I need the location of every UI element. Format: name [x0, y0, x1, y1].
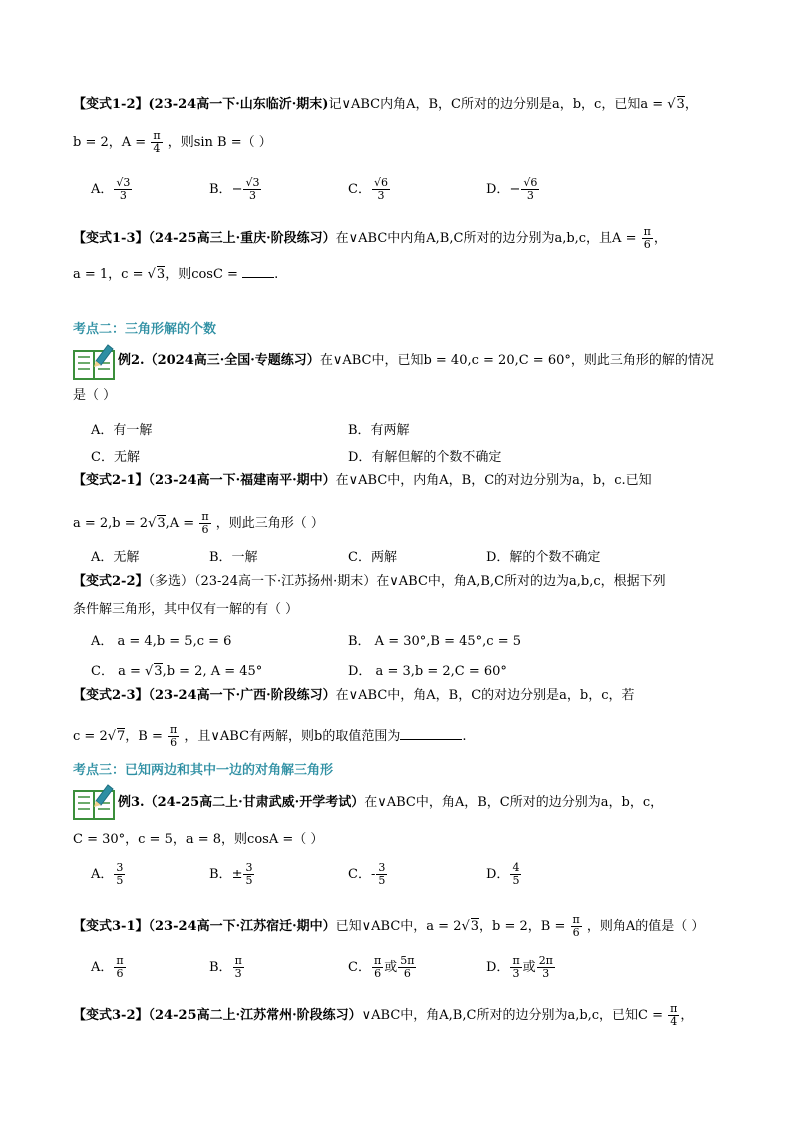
opt-or: 或: [522, 960, 536, 975]
v21-line2: a = 2,b = 2√3,A = $\frac{\pi}{6}$ ，则此三角形（ ）: [73, 510, 324, 536]
opt-label: D．: [486, 960, 510, 975]
opt-den: 3: [234, 967, 242, 980]
opt-den: 3: [512, 967, 520, 980]
v31-opt-d[interactable]: [486, 955, 556, 980]
ex3-text1: 在∨ABC中，角A，B，C所对的边分别为a，b，c，: [364, 795, 664, 810]
ex3-source: （24-25高二上·甘肃武威·开学考试）: [144, 795, 365, 810]
opt-num: √3: [245, 176, 260, 189]
v13-sqrt3: 3: [156, 267, 166, 282]
v23-tag: 【变式2-3】: [73, 688, 149, 703]
v32-angle-frac: [668, 1003, 679, 1028]
v13-source: （24-25高三上·重庆·阶段练习）: [148, 231, 336, 246]
v21-angle-frac: [199, 511, 210, 536]
v21-sqrt3: 3: [157, 516, 166, 531]
opt-label: A．: [91, 960, 114, 975]
v32-source: （24-25高二上·江苏常州·阶段练习）: [148, 1008, 362, 1023]
v31-text1: 已知∨ABC中，a = 2: [335, 919, 462, 934]
v12-tag: 【变式1-2】: [73, 97, 149, 112]
v22-optc-sqrt: 3: [154, 664, 163, 679]
v21-opt-d[interactable]: D．解的个数不确定: [486, 550, 601, 565]
opt-num: π: [116, 954, 124, 967]
v31-text3: ，则角A的值是（ ）: [586, 919, 705, 934]
v32-frac-num: π: [670, 1002, 678, 1015]
v21-text1: 在∨ABC中，内角A，B，C的对边分别为a，b，c.已知: [335, 473, 652, 488]
v21-line2b: ,A =: [165, 516, 195, 531]
book-pencil-icon: [72, 343, 116, 381]
ex2-prefix: 例2.: [118, 353, 145, 368]
v23-source: （23-24高一下·广西·阶段练习）: [148, 688, 336, 703]
opt-num: 5π: [400, 954, 415, 967]
v22-line1: [73, 574, 666, 590]
v21-opt-c[interactable]: C．两解: [348, 550, 397, 565]
opt-den: 5: [116, 874, 124, 887]
v23-line1: [73, 688, 635, 704]
v23-frac-den: 6: [170, 736, 178, 749]
ex2-line1: [118, 353, 714, 369]
v31-opt-b[interactable]: [209, 955, 245, 980]
v31-opt-c[interactable]: [348, 955, 417, 980]
v23-line2b: ，B =: [125, 729, 163, 744]
v23-line2: c = 2√7，B = $\frac{\pi}{6}$ ，且∨ABC有两解，则b的取值范围为 .: [73, 723, 467, 749]
opt-num: 3: [116, 861, 124, 874]
v31-angle-frac: [571, 914, 582, 939]
v21-frac-num: π: [201, 510, 209, 523]
opt-den: 6: [403, 967, 411, 980]
opt-label: D．: [486, 182, 510, 197]
v32-comma: ，: [680, 1008, 694, 1023]
v21-frac-den: 6: [201, 523, 209, 536]
v23-answer-blank[interactable]: [400, 727, 462, 740]
v13-angle-frac: [642, 226, 653, 251]
ex3-opt-c[interactable]: [348, 862, 388, 887]
v23-text1: 在∨ABC中，角A，B，C的对边分别是a，b，c，若: [335, 688, 635, 703]
v13-tag: 【变式1-3】: [73, 231, 149, 246]
section-heading-2: 考点二：三角形解的个数: [73, 322, 217, 337]
opt-den: 3: [119, 189, 127, 202]
v21-source: （23-24高一下·福建南平·期中）: [148, 473, 336, 488]
ex3-line1: [118, 795, 663, 811]
v31-sqrt3: 3: [470, 919, 480, 934]
opt-sign: -: [370, 867, 376, 882]
ex2-opt-d[interactable]: D．有解但解的个数不确定: [348, 450, 502, 465]
v22-source-multi: （多选）（23-24高一下·江苏扬州·期末）: [148, 574, 377, 589]
opt-num: 3: [378, 861, 386, 874]
v23-line2a: c = 2: [73, 729, 108, 744]
v23-sqrt7: 7: [117, 729, 126, 744]
ex3-opt-b[interactable]: [209, 862, 255, 887]
v12-sqrt3: 3: [676, 97, 685, 112]
ex3-opt-d[interactable]: [486, 862, 522, 887]
v12-frac-den: 4: [153, 142, 161, 155]
v12-source: (23-24高一下·山东临沂·期末): [148, 97, 329, 112]
v12-text1: 记∨ABC内角A，B，C所对的边分别是a，b，c，已知a =: [328, 97, 664, 112]
v21-opt-a[interactable]: A．无解: [91, 550, 140, 565]
v31-frac-num: π: [572, 913, 580, 926]
v23-angle-frac: [168, 724, 179, 749]
opt-num: π: [373, 954, 382, 967]
opt-num: π: [512, 954, 520, 967]
v21-line2c: ，则此三角形（ ）: [215, 516, 324, 531]
opt-num: √3: [116, 176, 131, 189]
opt-label: C．: [348, 960, 371, 975]
v22-tag: 【变式2-2】: [73, 574, 149, 589]
v21-line1: [73, 473, 652, 489]
v12-opt-b[interactable]: [209, 177, 262, 202]
v22-optc-b: ,b = 2, A = 45°: [162, 664, 263, 679]
v32-tag: 【变式3-2】: [73, 1008, 149, 1023]
v12-comma: ，: [684, 97, 698, 112]
opt-den: 5: [245, 874, 253, 887]
v13-frac-num: π: [643, 225, 651, 238]
v21-line2a: a = 2,b = 2: [73, 516, 149, 531]
ex2-opt-b[interactable]: B．有两解: [348, 423, 410, 438]
v13-line2a: a = 1，c =: [73, 267, 144, 282]
ex2-text1: 在∨ABC中，已知b = 40,c = 20,C = 60°，则此三角形的解的情况: [319, 353, 714, 368]
opt-den: 3: [526, 189, 534, 202]
opt-label: D．: [486, 867, 510, 882]
opt-sign: ±: [231, 867, 243, 882]
v32-line1: [73, 1003, 693, 1028]
v22-optc-a: C． a =: [91, 664, 141, 679]
opt-num: √6: [523, 176, 538, 189]
ex3-line2: C = 30°，c = 5，a = 8，则cosA =（ ）: [73, 832, 324, 847]
v22-opt-d[interactable]: D． a = 3,b = 2,C = 60°: [348, 664, 507, 679]
opt-label: B．: [209, 182, 232, 197]
ex2-source: （2024高三·全国·专题练习）: [144, 353, 320, 368]
v22-opt-b[interactable]: B． A = 30°,B = 45°,c = 5: [348, 634, 521, 649]
v31-frac-den: 6: [572, 926, 580, 939]
ex3-opt-a[interactable]: [91, 862, 126, 887]
v22-opt-a[interactable]: A． a = 4,b = 5,c = 6: [91, 634, 232, 649]
opt-sign: −: [231, 182, 243, 197]
v31-text2: ，b = 2，B =: [479, 919, 566, 934]
v12-opt-c[interactable]: [348, 177, 391, 202]
opt-den: 5: [378, 874, 386, 887]
v22-text1: 在∨ABC中，角A,B,C所对的边为a,b,c，根据下列: [376, 574, 666, 589]
v12-line2a: b = 2，A =: [73, 135, 147, 150]
section-heading-3: 考点三：已知两边和其中一边的对角解三角形: [73, 763, 334, 778]
v12-opt-d[interactable]: [486, 177, 540, 202]
v13-answer-blank[interactable]: [242, 265, 274, 278]
v32-frac-den: 4: [670, 1015, 678, 1028]
v22-opt-c[interactable]: C． a = √3,b = 2, A = 45°: [91, 664, 263, 679]
v12-frac-num: π: [153, 129, 161, 142]
opt-sign: −: [509, 182, 521, 197]
v12-line1: 【变式1-2】(23-24高一下·山东临沂·期末)记∨ABC内角A，B，C所对的边分别是a，b，c，已知a = √3，: [73, 97, 698, 112]
v13-frac-den: 6: [643, 238, 651, 251]
opt-num: 3: [245, 861, 253, 874]
v12-opt-a[interactable]: [91, 177, 133, 202]
opt-num: √6: [373, 176, 388, 189]
opt-num: π: [234, 954, 242, 967]
v12-angle-frac: [151, 130, 162, 155]
v31-tag: 【变式3-1】: [73, 919, 149, 934]
opt-num: 2π: [538, 954, 553, 967]
v12-line2b: ，则sin B =（ ）: [167, 135, 272, 150]
v12-line2: [73, 130, 272, 155]
ex3-prefix: 例3.: [118, 795, 145, 810]
v13-comma: ，: [653, 231, 667, 246]
v31-opt-a[interactable]: [91, 955, 127, 980]
v21-opt-b[interactable]: B．一解: [209, 550, 258, 565]
ex2-opt-c[interactable]: C．无解: [91, 450, 140, 465]
opt-num: 4: [512, 861, 520, 874]
v13-line2: a = 1，c = √3，则cosC = .: [73, 267, 279, 282]
opt-den: 3: [377, 189, 385, 202]
opt-den: 3: [248, 189, 256, 202]
v13-text1: 在∨ABC中内角A,B,C所对的边分别为a,b,c，且A =: [335, 231, 637, 246]
v13-line1: [73, 226, 667, 251]
opt-den: 3: [542, 967, 550, 980]
opt-den: 6: [374, 967, 382, 980]
v32-text1: ∨ABC中，角A,B,C所对的边分别为a,b,c，已知C =: [361, 1008, 664, 1023]
opt-label: A．: [91, 867, 114, 882]
opt-den: 6: [116, 967, 124, 980]
v13-line2b: ，则cosC =: [165, 267, 238, 282]
opt-den: 5: [512, 874, 520, 887]
ex2-line2: 是（ ）: [73, 388, 117, 403]
v21-tag: 【变式2-1】: [73, 473, 149, 488]
opt-label: C．: [348, 182, 371, 197]
opt-or: 或: [384, 960, 398, 975]
v13-end: .: [274, 267, 279, 282]
ex2-opt-a[interactable]: A．有一解: [91, 423, 153, 438]
v23-line2c: ，且∨ABC有两解，则b的取值范围为: [184, 729, 401, 744]
opt-label: B．: [209, 960, 232, 975]
book-pencil-icon: [72, 783, 116, 821]
v23-frac-num: π: [170, 723, 178, 736]
v23-end: .: [462, 729, 467, 744]
opt-label: B．: [209, 867, 232, 882]
opt-label: A．: [91, 182, 114, 197]
v31-source: （23-24高一下·江苏宿迁·期中）: [148, 919, 336, 934]
v31-line1: 【变式3-1】（23-24高一下·江苏宿迁·期中）已知∨ABC中，a = 2√3，b = 2，B = $\frac{\pi}{6}$ ，则角A的值是（ ）: [73, 913, 705, 939]
v22-line2: 条件解三角形，其中仅有一解的有（ ）: [73, 602, 299, 617]
opt-label: C．: [348, 867, 371, 882]
